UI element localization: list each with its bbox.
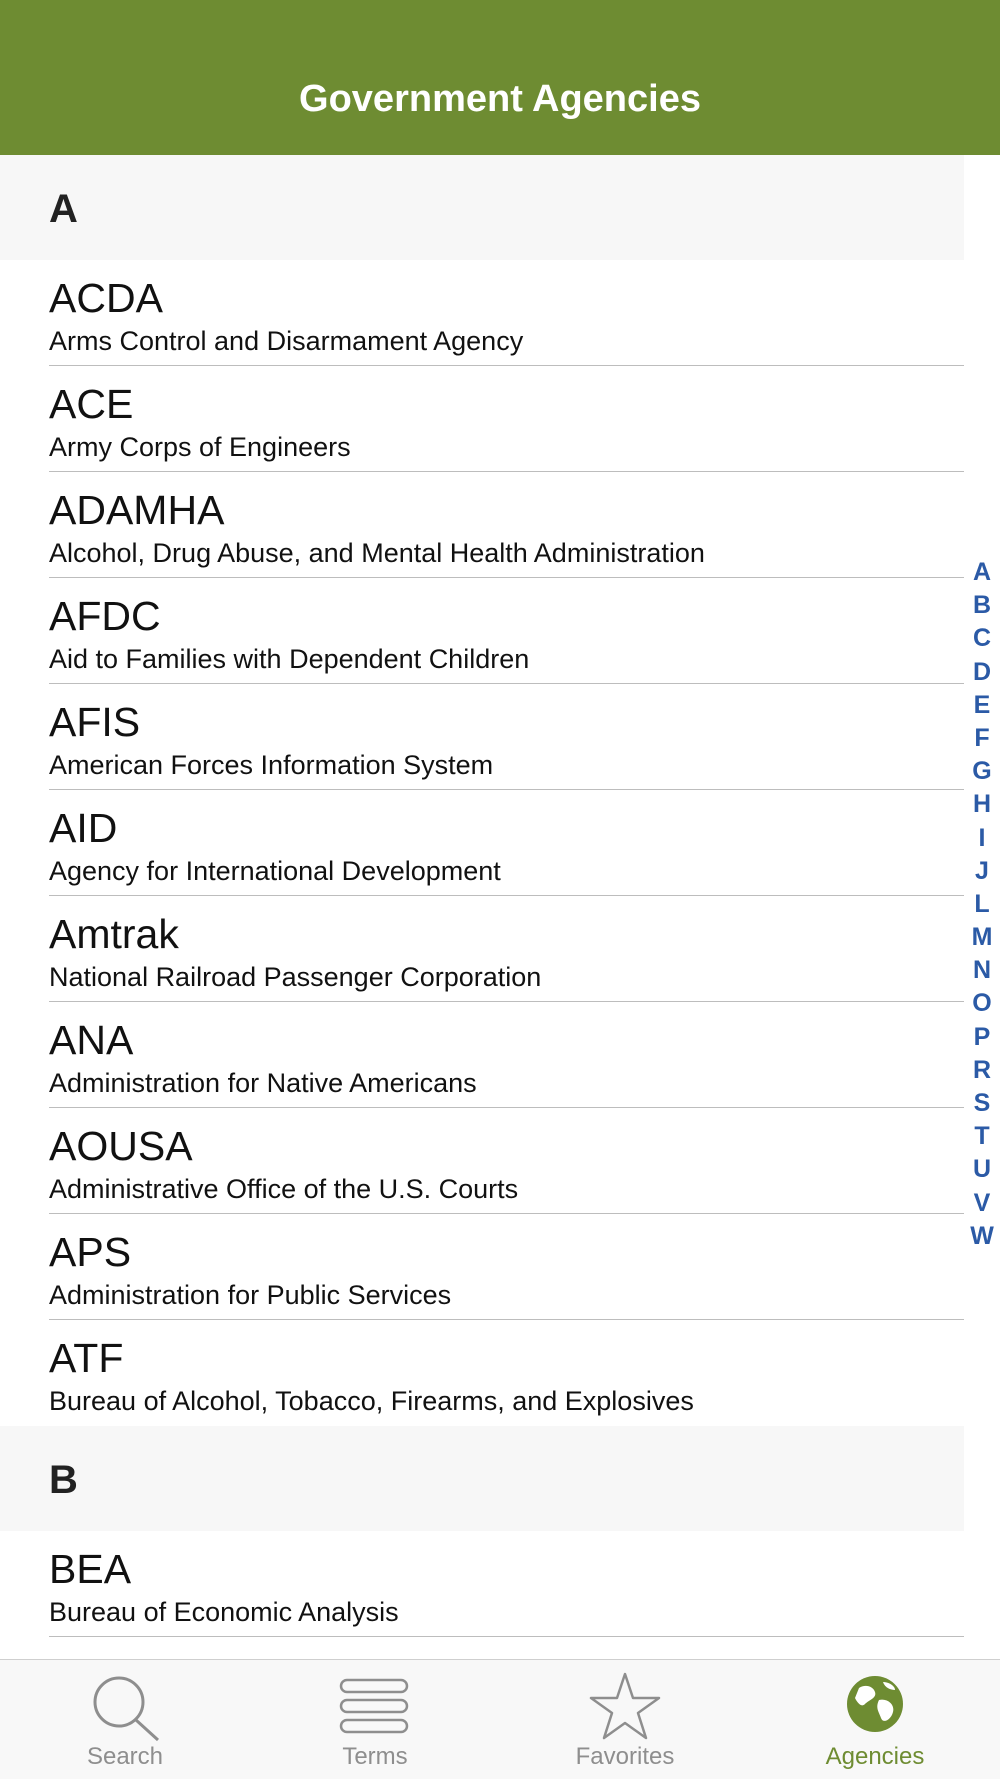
agency-name: American Forces Information System [49, 750, 494, 780]
agency-list[interactable] [0, 155, 964, 1659]
tab-label: Search [86, 1743, 164, 1770]
list-item[interactable] [0, 1108, 964, 1214]
agency-abbr: ANA [49, 1017, 134, 1063]
section-letter: A [49, 187, 78, 231]
index-letter-e[interactable]: E [973, 690, 991, 719]
index-letter-i[interactable]: I [978, 823, 986, 852]
agency-name: Administration for Public Services [49, 1280, 452, 1310]
section-letter: B [49, 1458, 78, 1502]
agency-abbr: ATF [49, 1335, 124, 1381]
agency-name: Aid to Families with Dependent Children [49, 644, 530, 674]
agency-name: Administrative Office of the U.S. Courts [49, 1174, 519, 1204]
star-icon [585, 1670, 665, 1742]
list-item[interactable] [0, 790, 964, 896]
tab-label: Agencies [825, 1743, 925, 1770]
list-item[interactable] [0, 896, 964, 1002]
agency-abbr: APS [49, 1229, 132, 1275]
nav-bar [0, 0, 1000, 155]
index-letter-o[interactable]: O [972, 989, 992, 1018]
agency-name: Arms Control and Disarmament Agency [49, 326, 524, 356]
agency-name: Bureau of Alcohol, Tobacco, Firearms, and Explosives [49, 1386, 694, 1416]
section-header-a [0, 155, 964, 260]
agency-name: Army Corps of Engineers [49, 432, 351, 462]
index-letter-t[interactable]: T [974, 1122, 990, 1151]
list-item[interactable] [0, 684, 964, 790]
agency-abbr: BEA [49, 1546, 132, 1592]
index-letter-w[interactable]: W [970, 1221, 994, 1250]
agency-abbr: ACE [49, 381, 134, 427]
index-letter-j[interactable]: J [975, 856, 989, 885]
tab-favorites[interactable] [500, 1660, 750, 1779]
list-item[interactable] [0, 472, 964, 578]
index-letter-r[interactable]: R [972, 1055, 992, 1084]
list-item[interactable] [0, 366, 964, 472]
agency-abbr: AID [49, 805, 118, 851]
index-letter-c[interactable]: C [972, 624, 992, 653]
list-item[interactable] [0, 1214, 964, 1320]
section-index[interactable] [964, 556, 1000, 1253]
index-letter-h[interactable]: H [972, 790, 992, 819]
agency-abbr: AFIS [49, 699, 141, 745]
agency-name: Bureau of Economic Analysis [49, 1597, 399, 1627]
page-title: Government Agencies [299, 78, 701, 120]
list-item[interactable] [0, 260, 964, 366]
section-header-b [0, 1426, 964, 1531]
globe-icon [835, 1670, 915, 1742]
agency-abbr: ACDA [49, 275, 163, 321]
tab-agencies[interactable] [750, 1660, 1000, 1779]
agency-abbr: Amtrak [49, 911, 179, 957]
list-item[interactable] [0, 1531, 964, 1637]
list-item[interactable] [0, 1320, 964, 1426]
list-item[interactable] [0, 578, 964, 684]
search-icon [85, 1670, 165, 1742]
agency-abbr: AFDC [49, 593, 161, 639]
index-letter-u[interactable]: U [972, 1155, 992, 1184]
agency-name: Agency for International Development [49, 856, 501, 886]
agency-abbr: AOUSA [49, 1123, 193, 1169]
tab-search[interactable] [0, 1660, 250, 1779]
row-separator [49, 1636, 964, 1637]
index-letter-p[interactable]: P [973, 1022, 991, 1051]
index-letter-l[interactable]: L [974, 889, 990, 918]
index-letter-f[interactable]: F [974, 723, 990, 752]
index-letter-v[interactable]: V [973, 1188, 991, 1217]
agency-name: Alcohol, Drug Abuse, and Mental Health Administration [49, 538, 705, 568]
list-icon [335, 1670, 415, 1742]
index-letter-d[interactable]: D [972, 657, 992, 686]
tab-terms[interactable] [250, 1660, 500, 1779]
list-item[interactable] [0, 1002, 964, 1108]
tab-label: Terms [342, 1743, 408, 1770]
agency-name: National Railroad Passenger Corporation [49, 962, 542, 992]
tab-label: Favorites [575, 1743, 675, 1770]
index-letter-a[interactable]: A [972, 558, 992, 586]
index-letter-s[interactable]: S [973, 1089, 991, 1117]
agency-name: Administration for Native Americans [49, 1068, 477, 1098]
index-letter-b[interactable]: B [972, 591, 992, 620]
index-letter-g[interactable]: G [972, 757, 992, 786]
index-letter-m[interactable]: M [971, 923, 993, 952]
tab-bar [0, 1659, 1000, 1779]
index-letter-n[interactable]: N [972, 956, 992, 985]
agency-abbr: ADAMHA [49, 487, 225, 533]
